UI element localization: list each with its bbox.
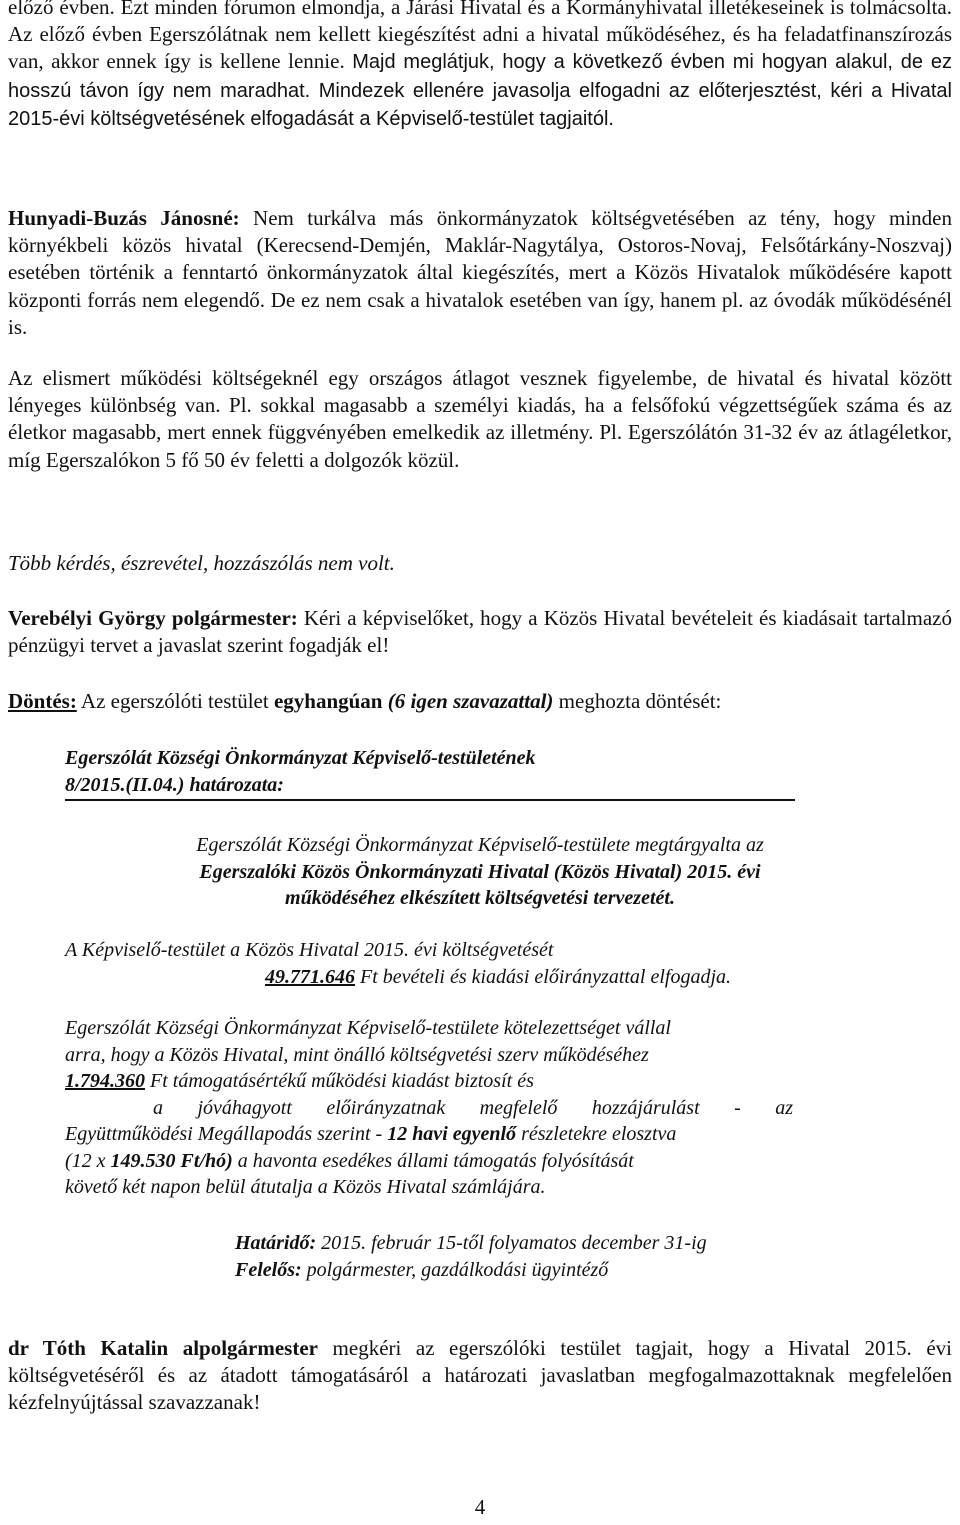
resolution-approve <box>65 937 885 990</box>
oblig-line3 <box>65 1068 793 1095</box>
approve-rest: Ft bevételi és kiadási előirányzattal elfogadja. <box>355 965 732 988</box>
resolution-intro-line3: működéséhez elkészített költségvetési tervezetét. <box>285 887 675 909</box>
paragraph-elismert-text: Az elismert működési költségeknél egy országos átlagot vesznek figyelembe, de hivatal és hivatal között lényeges különbség van. Pl. sokkal magasabb a személyi kiadás, ha a felsőfokú végzettségűek száma és az életkor magasabb, mert ennek függvényében emelkedik az illetmény. Pl. Egerszólátón 31-32 év az átlagéletkor, míg Egerszalókon 5 fő 50 év feletti a dolgozók közül. <box>8 366 952 472</box>
paragraph-elismert <box>8 365 952 474</box>
oblig-line6b: 149.530 Ft/hó) <box>110 1149 233 1172</box>
paragraph-verebelyi-text: Kéri a képviselőket, hogy a Közös Hivatal bevételeit és kiadásait tartalmazó pénzügyi tervet a javaslat szerint fogadják el! <box>8 606 952 658</box>
speaker-hunyadi: Hunyadi-Buzás Jánosné: <box>8 206 240 230</box>
oblig-line5a: Együttműködési Megállapodás szerint - <box>65 1123 388 1145</box>
oblig-amount: 1.794.360 <box>65 1070 145 1092</box>
responsible-label: Felelős: <box>235 1258 302 1281</box>
resolution-title-underline <box>65 772 795 802</box>
resolution-obligation <box>65 1015 793 1201</box>
oblig-line5c: részletekre elosztva <box>516 1123 677 1145</box>
oblig-line5 <box>65 1121 793 1148</box>
oblig-line7: követő két napon belül átutalja a Közös Hivatal számlájára. <box>65 1176 546 1198</box>
responsible-text: polgármester, gazdálkodási ügyintéző <box>301 1258 609 1281</box>
paragraph-toth <box>8 1335 952 1417</box>
paragraph-hunyadi-text: Nem turkálva más önkormányzatok költségvetésében az tény, hogy minden környékbeli közös hivatal (Kerecsend-Demjén, Maklár-Nagytálya, Ostoros-Novaj, Felsőtárkány-Noszvaj) esetében történik a fenntartó önkormányzatok által kiegészítés, mert a Közös Hivatalok működésére kapott központi forrás nem elegendő. De ez nem csak a hivatalok esetében van így, hanem pl. az óvodák működésénél is. <box>8 206 952 339</box>
paragraph-toth-text: megkéri az egerszólóki testület tagjait, hogy a Hivatal 2015. évi költségvetéséről és az átadott támogatásáról a határozati javaslatban megfogalmazottaknak megfelelően kézfelnyújtással szavazzanak! <box>8 1336 952 1415</box>
oblig-line6 <box>65 1148 793 1175</box>
oblig-line4: a jóváhagyott előirányzatnak megfelelő hozzájárulást - az <box>153 1096 793 1119</box>
deadline-text: 2015. február 15-től folyamatos december 31-ig <box>316 1232 707 1254</box>
deadline-line <box>235 1230 835 1257</box>
speaker-verebelyi: Verebélyi György polgármester: <box>8 606 298 630</box>
paragraph-opening-serif: előző évben. Ezt minden fórumon elmondja, a Járási Hivatal és a Kormányhivatal illetékeseinek is tolmácsolta. Az előző évben Egerszólátnak nem kellett kiegészítést adni a hivatal működéséhez, és ha feladatfinanszírozás van, akkor ennek így is kellene lennie. <box>8 0 952 74</box>
paragraph-opening <box>8 0 952 133</box>
resolution-intro-line1: Egerszólát Községi Önkormányzat Képviselő-testülete megtárgyalta az <box>196 834 764 856</box>
paragraph-opening-sans: Majd meglátjuk, hogy a következő évben mi hogyan alakul, de ez hosszú távon így nem maradhat. Mindezek ellenére javasolja elfogadni az előterjesztést, kéri a Hivatal 2015-évi költségvetésének elfogadását a Képviselő-testület tagjaitól. <box>8 51 953 130</box>
decision-bold: egyhangúan <box>273 689 383 713</box>
oblig-line5b: 12 havi egyenlő <box>387 1123 517 1145</box>
decision-votes: (6 igen szavazattal) <box>387 689 554 713</box>
paragraph-decision <box>8 688 952 715</box>
paragraph-no-more-questions: Több kérdés, észrevétel, hozzászólás nem volt. <box>8 551 395 575</box>
decision-text2: meghozta döntését: <box>553 689 722 713</box>
resolution-approve-line2 <box>65 964 885 991</box>
resolution-title <box>65 745 795 801</box>
paragraph-hunyadi <box>8 205 952 341</box>
paragraph-verebelyi <box>8 605 952 659</box>
speaker-toth: dr Tóth Katalin alpolgármester <box>8 1336 318 1360</box>
oblig-line6a: (12 x <box>65 1149 111 1172</box>
deadline-label: Határidő: <box>235 1232 317 1254</box>
resolution-intro-line2: Egerszalóki Közös Önkormányzati Hivatal (Közös Hivatal) 2015. évi <box>199 860 761 883</box>
oblig-line2: arra, hogy a Közös Hivatal, mint önálló költségvetési szerv működéséhez <box>65 1043 649 1066</box>
resolution-title-line2: 8/2015.(II.04.) határozata: <box>65 773 284 796</box>
oblig-line6c: a havonta esedékes állami támogatás folyósítását <box>232 1149 634 1172</box>
decision-text1: Az egerszólóti testület <box>76 689 274 713</box>
oblig-line1: Egerszólát Községi Önkormányzat Képviselő-testülete kötelezettséget vállal <box>65 1017 671 1039</box>
decision-label: Döntés: <box>8 689 77 713</box>
approve-amount: 49.771.646 <box>265 965 355 988</box>
responsible-line <box>235 1257 835 1284</box>
resolution-intro <box>8 832 952 912</box>
resolution-approve-line1: A Képviselő-testület a Közös Hivatal 2015. évi költségvetését <box>65 939 554 961</box>
resolution-deadline <box>235 1230 835 1283</box>
oblig-amount-rest: Ft támogatásértékű működési kiadást biztosít és <box>145 1070 534 1092</box>
page-number: 4 <box>474 1495 486 1519</box>
resolution-title-line1: Egerszólát Községi Önkormányzat Képviselő-testületének <box>65 747 536 769</box>
